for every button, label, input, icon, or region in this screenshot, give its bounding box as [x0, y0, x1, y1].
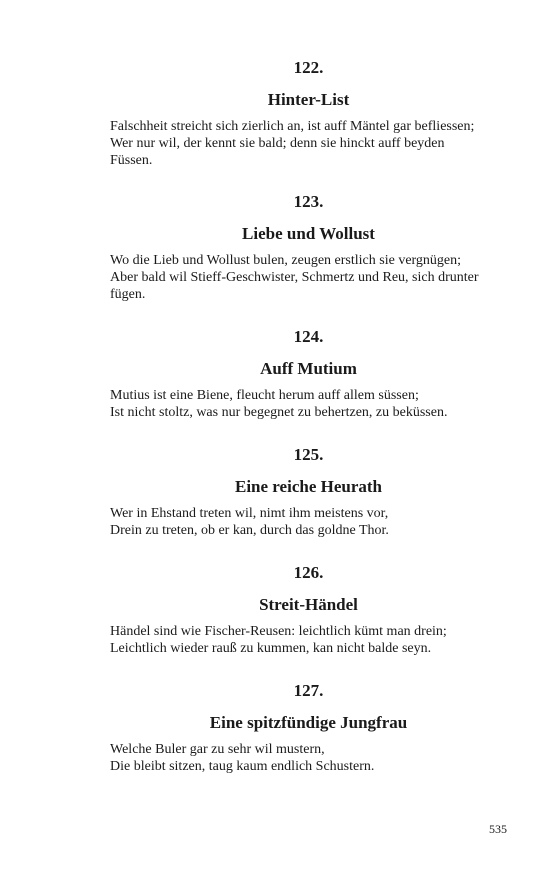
poem-125 — [110, 445, 507, 539]
poem-122 — [110, 58, 507, 169]
poem-title: Auff Mutium — [260, 359, 357, 378]
poem-line: Wer nur wil, der kennt sie bald; denn sie hinckt auff beyden — [110, 136, 445, 151]
poem-line: Die bleibt sitzen, taug kaum endlich Schustern. — [110, 759, 375, 774]
poem-number: 123. — [293, 192, 324, 211]
poem-number: 125. — [293, 445, 324, 464]
poem-number: 127. — [293, 681, 324, 700]
poem-line: Wer in Ehstand treten wil, nimt ihm meistens vor, — [110, 506, 389, 521]
poem-line: Mutius ist eine Biene, fleucht herum auff allem süssen; — [110, 388, 419, 403]
poem-line: fügen. — [110, 287, 146, 302]
poem-line: Ist nicht stoltz, was nur begegnet zu behertzen, zu beküssen. — [110, 405, 448, 420]
poem-title: Liebe und Wollust — [242, 224, 375, 243]
poem-number: 126. — [293, 563, 324, 582]
poem-126 — [110, 563, 507, 657]
poem-line: Falschheit streicht sich zierlich an, ist auff Mäntel gar befliessen; — [110, 119, 475, 134]
poem-line: Händel sind wie Fischer-Reusen: leichtlich kümt man drein; — [110, 624, 447, 639]
poem-title: Hinter-List — [267, 90, 350, 109]
poem-line: Füssen. — [110, 153, 153, 168]
poem-body — [110, 252, 507, 303]
poem-body — [110, 741, 507, 775]
poem-line: Aber bald wil Stieff-Geschwister, Schmertz und Reu, sich drunter — [110, 270, 479, 285]
poem-body — [110, 118, 507, 169]
page-number: 535 — [489, 822, 507, 836]
poem-title: Streit-Händel — [259, 595, 358, 614]
poem-title: Eine reiche Heurath — [235, 477, 382, 496]
poem-line: Wo die Lieb und Wollust bulen, zeugen erstlich sie vergnügen; — [110, 253, 462, 268]
poem-line: Drein zu treten, ob er kan, durch das goldne Thor. — [110, 523, 389, 538]
poem-title: Eine spitzfündige Jungfrau — [209, 713, 408, 732]
poem-line: Welche Buler gar zu sehr wil mustern, — [110, 742, 325, 757]
poem-line: Leichtlich wieder rauß zu kummen, kan nicht balde seyn. — [110, 641, 432, 656]
poem-number: 124. — [293, 327, 324, 346]
poem-body — [110, 505, 507, 539]
poem-124 — [110, 327, 507, 421]
poem-body — [110, 387, 507, 421]
poem-body — [110, 623, 507, 657]
poem-127 — [110, 681, 507, 775]
poem-123 — [110, 192, 507, 303]
poem-number: 122. — [293, 58, 324, 77]
